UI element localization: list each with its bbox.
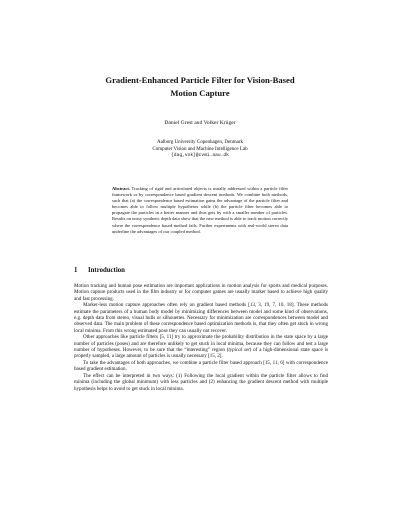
author-list: Daniel Grest and Volker Krüger (164, 120, 236, 126)
abstract (112, 186, 288, 235)
paragraph: The effect can be interpreted in two ways: (1) Following the local gradient within the particle filter allows to find minima (including the global minimum) with less particles and (2) enhancing the gradient descent method with multiple hypothesis helps to avoid to get stuck in local minima. (74, 372, 328, 392)
affiliation-line-1: Aalborg University Copenhagen, Denmark (157, 140, 243, 145)
paper-title (60, 74, 340, 100)
section-number: 1 (74, 267, 78, 274)
paragraph: Marker-less motion capture approaches often rely on gradient based methods [13, 3, 19, 7, 10, 18]. These methods estimate the parameters of a human body model by minimizing differences between model and some kind of observations, e.g. depth data from stereo, visual hulls or silhouettes. Necessary for minimization are correspondences between model and observed data. The main problem of these correspondence based optimization methods is, that they often get stuck in wrong local minima. From this wrong estimated pose they can usually not recover. (74, 302, 328, 334)
section-heading (74, 266, 125, 275)
affiliation-line-2: Computer Vision and Machine Intelligence Lab (152, 146, 248, 152)
abstract-label: Abstract. (112, 186, 131, 191)
abstract-text: Tracking of rigid and articulated objects is usually addressed within a particle filter framework or by correspondence based gradient descent methods. We combine both methods, such that (a) the correspondence based estimation gains the advantage of the particle filter and becomes able to follow multiple hypotheses while (b) the particle filter becomes able to propagate the particles in a better manner and thus gets by with a smaller number of particles. Results on noisy synthetic depth data show that the new method is able to track motion correctly where the correspondence based method fails. Further experiments with real-world stereo data underline the advantages of our coupled method. (112, 186, 288, 234)
paragraph (74, 334, 328, 360)
paragraph: To take the advantages of both approaches, we combine a particle filter based approach [15, 11, 6] with correspondence based gradient estimation. (74, 359, 328, 373)
paragraph-text: ) of a high-dimensional state space is properly sampled, a large amount of particles is usually necessary [15, 2]. (74, 347, 329, 360)
introduction-body (74, 283, 328, 392)
italic-term: typical set (228, 347, 250, 354)
paragraph: Motion tracking and human pose estimation are important applications in motion analysis for sports and medical purposes. Motion capture products used in the film industry or for computer games are usually marker based to achieve high quality and fast processing. (74, 283, 328, 302)
title-line-2: Motion Capture (170, 88, 230, 98)
section-title: Introduction (88, 267, 125, 274)
title-line-1: Gradient-Enhanced Particle Filter for Vision-Based (105, 75, 295, 85)
affiliation-block (60, 140, 340, 160)
paragraph-text: Other approaches like particle filters [5, 11] try to approximate the probability distribution in the state space by a large number of particles (poses) and are therefore unlikely to get stuck in local minima, because they can follow and test a large number of hypotheses. However, to be sure that the “interesting” region ( (74, 334, 328, 354)
author-email: {dag,vok}@cvmi.aau.dk (171, 153, 229, 159)
